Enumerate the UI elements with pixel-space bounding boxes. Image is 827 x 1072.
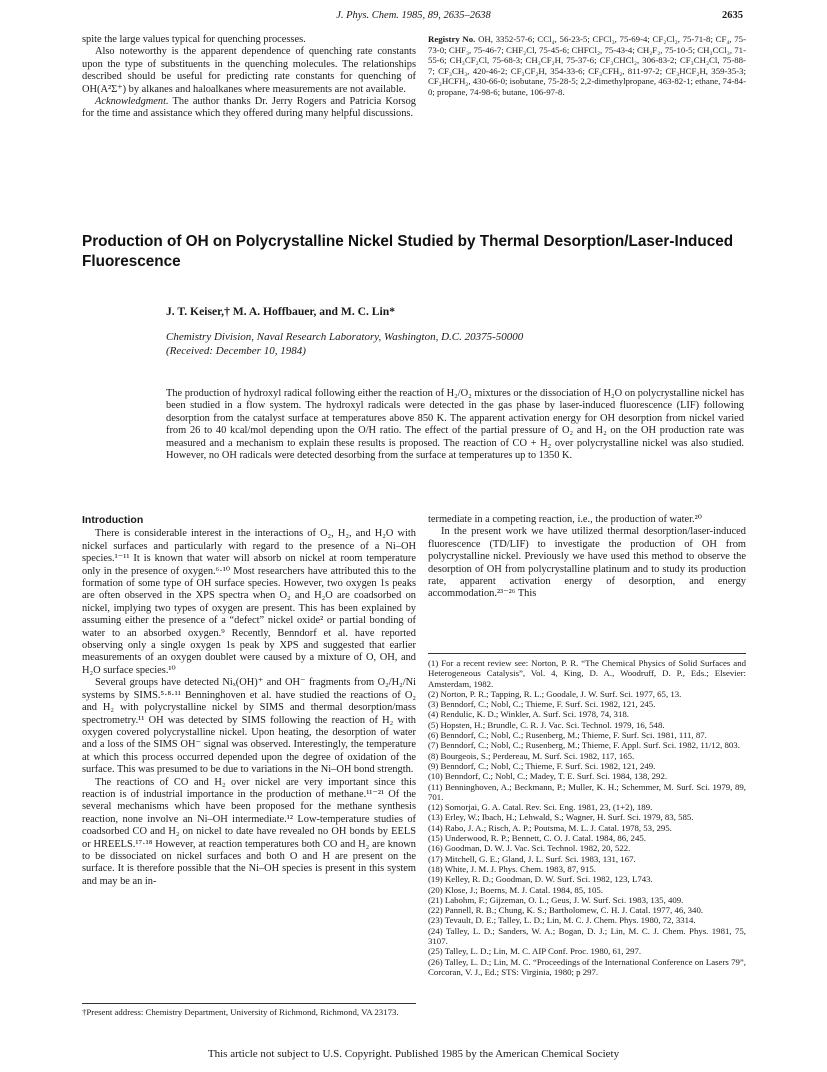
reference-item: (21) Labohm, F.; Gijzeman, O. L.; Geus, J. W. Surf. Sci. 1983, 135, 409. — [428, 894, 684, 905]
introduction-left-column — [82, 514, 416, 888]
journal-citation: J. Phys. Chem. 1985, 89, 2635–2638 — [336, 10, 491, 21]
registry-numbers — [428, 34, 746, 98]
author-footnote: †Present address: Chemistry Department, University of Richmond, Richmond, VA 23173. — [82, 1003, 416, 1017]
prev-paragraph-2: Also noteworthy is the apparent dependence of quenching rate constants upon the type of substituents in the quenching molecules. The relationships described should be useful for predicting rate constants for quenching of OH(A²Σ⁺) by alkanes and haloalkanes where measurements are not available. — [82, 46, 416, 95]
reference-item: (11) Benninghoven, A.; Beckmann, P.; Muller, K. H.; Schemmer, M. Surf. Sci. 1979, 89, 701. — [428, 781, 746, 802]
intro-paragraph-1: There is considerable interest in the interactions of O₂, H₂, and H₂O with nickel surfaces and particularly with regard to the presence of a Ni–OH species.¹⁻¹¹ It is known that water will absorb on nickel at room temperature only in the presence of oxygen.⁶·¹⁰ Most researchers have attributed this to the formation of some type of OH surface species. However, two oxygen 1s peaks are often observed in the XPS spectra when O₂ and H₂O are coadsorbed on nickel, implying two types of oxygen are present. This has been explained by assuming either the presence of a “defect” nickel oxide² or partial bonding of water to an absorbed oxygen.⁹ Recently, Benndorf et al. have reported observing only a single oxygen 1s peak by XPS and suggested that earlier measurements of an oxygen doublet were caused by a mixture of O, OH, and H₂O surface species.¹⁰ — [82, 528, 416, 676]
reference-item: (17) Mitchell, G. E.; Gland, J. L. Surf. Sci. 1983, 131, 167. — [428, 853, 636, 864]
reference-item: (3) Benndorf, C.; Nobl, C.; Thieme, F. Surf. Sci. 1982, 121, 245. — [428, 699, 656, 710]
abstract: The production of hydroxyl radical following either the reaction of H₂/O₂ mixtures or the dissociation of H₂O on polycrystalline nickel has been studied in a flow system. The hydroxyl radicals were detected in the gas phase by laser-induced fluorescence (LIF) following desorption from the catalyst surface at temperatures above 850 K. The apparent activation energy for OH desorption from nickel varied from 26 to 40 kcal/mol depending upon the O/H ratio. The effect of the partial pressure of O₂ and H₂ on the OH production rate was measured and a mechanism to explain these results is proposed. The reaction of CO + H₂ over polycrystalline nickel was also studied. However, no OH radicals were detected desorbing from the surface at temperatures up to 1350 K. — [166, 388, 744, 462]
affiliation-block — [166, 330, 726, 358]
reference-item: (25) Talley, L. D.; Lin, M. C. AIP Conf. Proc. 1980, 61, 297. — [428, 946, 642, 957]
acknowledgment — [82, 96, 416, 121]
reference-item: (14) Rabo, J. A.; Risch, A. P.; Poutsma, M. L. J. Catal. 1978, 53, 295. — [428, 822, 672, 833]
registry-label: Registry No. — [428, 34, 476, 44]
reference-item: (4) Rendulic, K. D.; Winkler, A. Surf. Sci. 1978, 74, 318. — [428, 709, 629, 720]
reference-item: (19) Kelley, R. D.; Goodman, D. W. Surf. Sci. 1982, 123, L743. — [428, 874, 653, 885]
reference-item: (10) Benndorf, C.; Nobl, C.; Madey, T. E. Surf. Sci. 1984, 138, 292. — [428, 771, 668, 782]
prev-paragraph-1: spite the large values typical for quenching processes. — [82, 34, 306, 45]
reference-item: (2) Norton, P. R.; Tapping, R. L.; Goodale, J. W. Surf. Sci. 1977, 65, 13. — [428, 688, 682, 699]
reference-item: (15) Underwood, R. P.; Bennett, C. O. J. Catal. 1984, 86, 245. — [428, 833, 646, 844]
introduction-right-column — [428, 514, 746, 601]
reference-item: (6) Benndorf, C.; Nobl, C.; Rusenberg, M.; Thieme, F. Surf. Sci. 1981, 111, 87. — [428, 730, 707, 741]
article-title: Production of OH on Polycrystalline Nickel Studied by Thermal Desorption/Laser-Induced Fluorescence — [82, 233, 734, 270]
section-heading-introduction: Introduction — [82, 514, 144, 526]
previous-article-right-column — [428, 34, 746, 98]
reference-item: (26) Talley, L. D.; Lin, M. C. “Proceedings of the International Conference on Lasers 79”, Corcoran, V. J., Ed.; STS: Virginia, 1980; p 297. — [428, 956, 746, 977]
reference-item: (22) Pannell, R. B.; Chung, K. S.; Bartholomew, C. H. J. Catal. 1977, 46, 340. — [428, 905, 704, 916]
received-date: (Received: December 10, 1984) — [166, 345, 306, 357]
reference-item: (1) For a recent review see: Norton, P. R. “The Chemical Physics of Solid Surfaces and Heterogeneous Catalysis”, Vol. 4, King, D. A., Woodruff, D. P., Eds.; Elsevier: Amsterdam, 1982. — [428, 658, 746, 689]
acknowledgment-text: The author thanks Dr. Jerry Rogers and Patricia Korsog for the time and assistance which they offered during many helpful discussions. — [82, 96, 416, 120]
reference-item: (7) Benndorf, C.; Nobl, C.; Rusenberg, M.; Thieme, F. Appl. Surf. Sci. 1982, 11/12, 803. — [428, 740, 740, 751]
reference-item: (24) Talley, L. D.; Sanders, W. A.; Bogan, D. J.; Lin, M. C. J. Chem. Phys. 1981, 75, 3107. — [428, 925, 746, 947]
previous-article-left-column — [82, 34, 416, 121]
intro-paragraph-4: In the present work we have utilized thermal desorption/laser-induced fluorescence (TD/LIF) to investigate the production of OH from polycrystalline nickel. Previously we have used this method to observe the desorption of OH from polycrystalline platinum and to study its production rate, apparent activation energy of desorption, and energy accommodation.²³⁻²⁶ This — [428, 526, 746, 600]
acknowledgment-label: Acknowledgment. — [95, 96, 169, 108]
reference-item: (23) Tevault, D. E.; Talley, L. D.; Lin, M. C. J. Chem. Phys. 1980, 72, 3314. — [428, 915, 696, 926]
affiliation: Chemistry Division, Naval Research Laboratory, Washington, D.C. 20375-50000 — [166, 331, 524, 343]
reference-item: (20) Klose, J.; Boerns, M. J. Catal. 1984, 85, 105. — [428, 884, 603, 895]
running-head — [0, 10, 827, 26]
reference-item: (12) Somorjai, G. A. Catal. Rev. Sci. Eng. 1981, 23, (1+2), 189. — [428, 802, 653, 813]
intro-paragraph-2: Several groups have detected Niₓ(OH)⁺ and OH⁻ fragments from O₂/H₂/Ni systems by SIMS.⁵·⁸·¹¹ Benninghoven et al. have studied the reactions of O₂ and H₂ with polycrystalline nickel by SIMS and thermal desorption/mass spectrometry.¹¹ OH was detected by SIMS following the reaction of H₂ with oxygen covered polycrystalline nickel. Upon heating, the desorption of water and a loss of the SIMS OH⁻ signal was observed. Interestingly, the temperature at which this process occurred depended upon the degree of oxidation of the surface. This was presumed to be due to variations in the Ni–OH bond strength. — [82, 677, 416, 776]
article-authors: J. T. Keiser,† M. A. Hoffbauer, and M. C. Lin* — [166, 305, 395, 318]
reference-item: (13) Erley, W.; Ibach, H.; Lehwald, S.; Wagner, H. Surf. Sci. 1979, 83, 585. — [428, 812, 694, 823]
copyright-note: This article not subject to U.S. Copyright. Published 1985 by the American Chemical Society — [207, 1048, 620, 1060]
page-number: 2635 — [722, 10, 743, 21]
reference-item: (9) Benndorf, C.; Nobl, C.; Thieme, F. Surf. Sci. 1982, 121, 249. — [428, 760, 656, 771]
registry-text: OH, 3352-57-6; CCl₄, 56-23-5; CFCl₃, 75-69-4; CF₂Cl₂, 75-71-8; CF₄, 75-73-0; CHF₃, 75-46-7; CHF₂Cl, 75-45-6; CHFCl₂, 75-43-4; CH₂F₂, 75-10-5; CH₃CCl₃, 71-55-6; CH₃CF₂Cl, 75-68-3; CH₃CF₂H, 75-37-6; CF₃CHCl₂, 306-83-2; CF₃CH₂Cl, 75-88-7; CF₃CH₃, 420-46-2; CF₃CF₂H, 354-33-6; CF₃CFH₂, 811-97-2; CF₃HCF₂H, 359-35-3; CF₂HCFH₂, 430-66-0; isobutane, 75-28-5; 2,2-dimethylpropane, 463-82-1; ethane, 74-84-0; propane, 74-98-6; butane, 106-97-8. — [428, 34, 747, 97]
reference-item: (18) White, J. M. J. Phys. Chem. 1983, 87, 915. — [428, 863, 596, 874]
intro-paragraph-3-continued: termediate in a competing reaction, i.e., the production of water.²⁰ — [428, 514, 702, 525]
intro-paragraph-3: The reactions of CO and H₂ over nickel are very important since this reaction is of industrial importance in the production of methane.¹¹⁻²¹ Of the several mechanisms which have been proposed for the methane synthesis reaction, none involve an Ni–OH intermediate.¹² Low-temperature studies of coadsorbed CO and H₂ on nickel to date have revealed no OH bonds by EELS or HREELS.¹⁷·¹⁸ However, at reaction temperatures both CO and H₂ are known to be dissociated on nickel surfaces and both O and H are present on the surface. It is therefore possible that the Ni–OH species is present in this system and may be an in- — [82, 776, 416, 887]
reference-item: (8) Bourgeois, S.; Perdereau, M. Surf. Sci. 1982, 117, 165. — [428, 750, 635, 761]
reference-item: (16) Goodman, D. W. J. Vac. Sci. Technol. 1982, 20, 522. — [428, 843, 631, 854]
reference-item: (5) Hopsten, H.; Brundle, C. R. J. Vac. Sci. Technol. 1979, 16, 548. — [428, 719, 665, 730]
reference-list — [428, 653, 746, 977]
